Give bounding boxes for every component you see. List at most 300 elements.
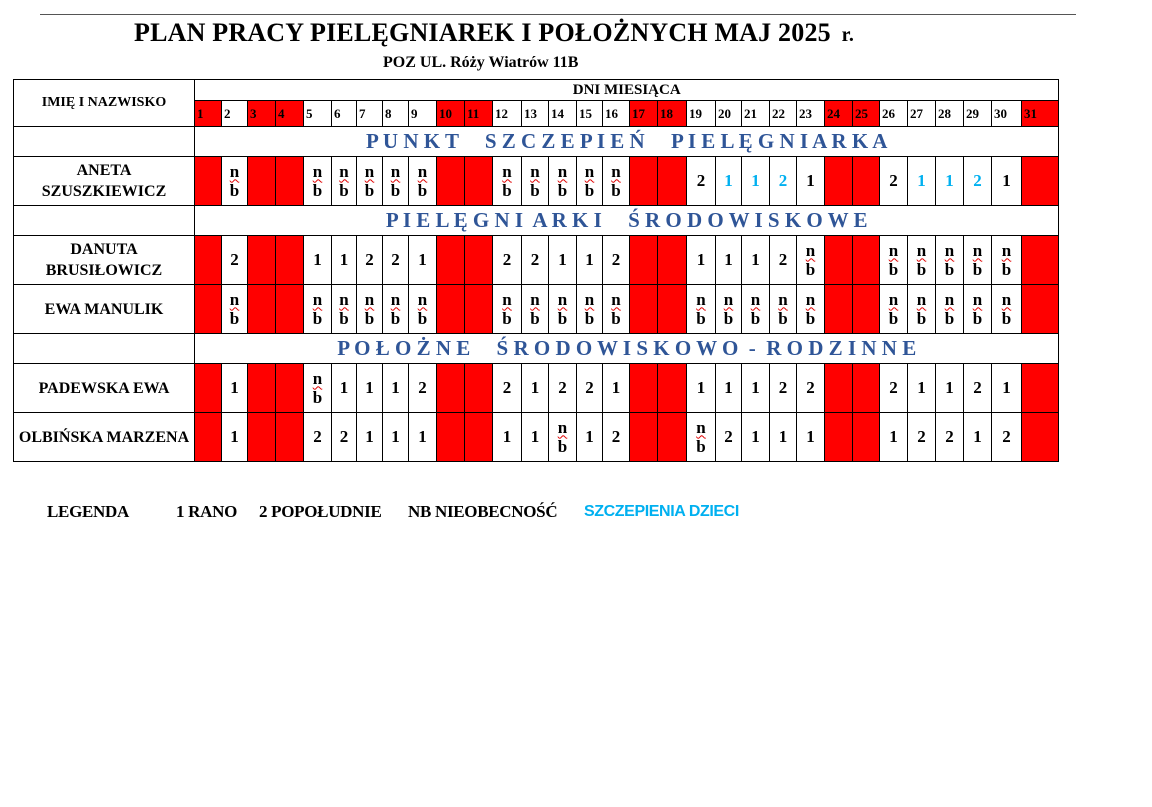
shift-cell (603, 285, 630, 334)
legend-item-afternoon: 2 POPOŁUDNIE (259, 502, 382, 521)
absence-letter-n: n (557, 417, 568, 437)
shift-cell: 1 (357, 413, 383, 462)
shift-cell (276, 364, 304, 413)
absence-letter-n: n (750, 289, 761, 309)
absence-letter-b: b (364, 308, 375, 328)
shift-cell: 2 (770, 157, 797, 206)
shift-cell: 1 (383, 413, 409, 462)
shift-cell (276, 285, 304, 334)
day-number-cell: 27 (908, 101, 936, 127)
shift-cell (195, 157, 222, 206)
absence-mark (558, 290, 567, 328)
absence-letter-n: n (584, 161, 595, 181)
absence-mark (313, 290, 322, 328)
absence-mark (230, 162, 239, 200)
shift-cell: 1 (908, 364, 936, 413)
top-rule (40, 14, 1076, 15)
shift-cell (825, 236, 853, 285)
absence-letter-n: n (502, 161, 512, 181)
absence-mark (585, 290, 594, 328)
absence-letter-n: n (696, 289, 706, 309)
absence-letter-n: n (805, 240, 816, 260)
shift-cell (880, 285, 908, 334)
name-column-header: IMIĘ I NAZWISKO (14, 80, 195, 127)
shift-cell: 1 (936, 364, 964, 413)
day-number-cell: 11 (465, 101, 493, 127)
shift-cell (1022, 285, 1059, 334)
absence-letter-n: n (611, 289, 621, 309)
absence-mark (365, 162, 374, 200)
absence-mark (973, 241, 982, 279)
shift-cell (1022, 236, 1059, 285)
shift-cell (853, 364, 880, 413)
shift-cell (357, 285, 383, 334)
shift-cell (716, 285, 742, 334)
title-suffix: r. (841, 24, 855, 46)
shift-cell: 2 (770, 364, 797, 413)
shift-cell (936, 285, 964, 334)
absence-mark (889, 290, 898, 328)
page-subtitle: POZ UL. Róży Wiatrów 11B (383, 54, 579, 71)
legend-item-vaccination: SZCZEPIENIA DZIECI (584, 503, 739, 520)
legend-item-morning: 1 RANO (176, 502, 238, 521)
absence-letter-b: b (888, 308, 899, 328)
schedule-table (13, 79, 1059, 462)
shift-cell: 1 (742, 413, 770, 462)
shift-cell: 2 (880, 364, 908, 413)
person-name: DANUTA BRUSIŁOWICZ (14, 236, 195, 285)
shift-cell: 2 (357, 236, 383, 285)
absence-letter-b: b (557, 180, 568, 200)
day-number-cell: 7 (357, 101, 383, 127)
shift-cell (825, 413, 853, 462)
absence-letter-b: b (417, 180, 428, 200)
shift-cell: 2 (493, 236, 522, 285)
absence-letter-n: n (364, 289, 375, 309)
day-number-cell: 4 (276, 101, 304, 127)
shift-cell (825, 364, 853, 413)
absence-letter-n: n (888, 289, 899, 309)
section-title: P O Ł O Ż N E Ś R O D O W I S K O W O - R O D Z I N N E (195, 334, 1059, 364)
person-name: PADEWSKA EWA (14, 364, 195, 413)
absence-mark (502, 290, 511, 328)
shift-cell: 2 (577, 364, 603, 413)
absence-letter-b: b (944, 308, 955, 328)
absence-letter-b: b (530, 308, 540, 328)
absence-mark (502, 162, 511, 200)
shift-cell (195, 285, 222, 334)
shift-cell: 2 (770, 236, 797, 285)
absence-letter-n: n (696, 417, 706, 437)
shift-cell: 1 (409, 236, 437, 285)
shift-cell (992, 285, 1022, 334)
shift-cell (437, 285, 465, 334)
absence-mark (391, 162, 400, 200)
person-name: EWA MANULIK (14, 285, 195, 334)
shift-cell: 1 (522, 413, 549, 462)
page-title (134, 18, 854, 48)
absence-letter-n: n (1001, 289, 1012, 309)
shift-cell (383, 157, 409, 206)
shift-cell: 2 (409, 364, 437, 413)
absence-mark (585, 162, 594, 200)
absence-letter-b: b (696, 308, 706, 328)
shift-cell: 2 (332, 413, 357, 462)
shift-cell: 1 (742, 236, 770, 285)
day-number-cell: 14 (549, 101, 577, 127)
absence-letter-b: b (417, 308, 428, 328)
absence-mark (611, 162, 620, 200)
shift-cell (630, 236, 658, 285)
shift-cell: 2 (304, 413, 332, 462)
shift-cell (276, 157, 304, 206)
day-number-cell: 22 (770, 101, 797, 127)
shift-cell (549, 413, 577, 462)
shift-cell (825, 157, 853, 206)
absence-mark (806, 241, 815, 279)
shift-cell (437, 413, 465, 462)
shift-cell (276, 236, 304, 285)
day-number-cell: 2 (222, 101, 248, 127)
absence-mark (558, 162, 567, 200)
shift-cell (437, 364, 465, 413)
shift-cell (465, 285, 493, 334)
shift-cell (332, 157, 357, 206)
absence-letter-b: b (339, 180, 349, 200)
absence-letter-n: n (557, 289, 568, 309)
section-name-cell (14, 127, 195, 157)
absence-letter-n: n (916, 289, 927, 309)
day-number-cell: 30 (992, 101, 1022, 127)
shift-cell: 1 (577, 236, 603, 285)
shift-cell (222, 157, 248, 206)
day-number-cell: 17 (630, 101, 658, 127)
shift-cell: 1 (797, 413, 825, 462)
day-number-cell: 3 (248, 101, 276, 127)
shift-cell (630, 413, 658, 462)
absence-mark (945, 241, 954, 279)
shift-cell: 1 (964, 413, 992, 462)
shift-cell: 1 (742, 157, 770, 206)
shift-cell: 1 (687, 364, 716, 413)
absence-letter-n: n (611, 161, 621, 181)
shift-cell (577, 157, 603, 206)
section-row (14, 206, 1059, 236)
absence-letter-b: b (888, 259, 899, 279)
shift-cell (1022, 157, 1059, 206)
shift-cell (853, 285, 880, 334)
day-number-cell: 21 (742, 101, 770, 127)
person-row (14, 157, 1059, 206)
absence-letter-n: n (312, 161, 323, 181)
absence-mark (1002, 290, 1011, 328)
shift-cell: 1 (716, 236, 742, 285)
day-number-cell: 10 (437, 101, 465, 127)
shift-cell (936, 236, 964, 285)
absence-letter-n: n (417, 289, 428, 309)
shift-cell: 2 (549, 364, 577, 413)
absence-letter-b: b (502, 180, 512, 200)
shift-cell (437, 157, 465, 206)
header-row (14, 80, 1059, 101)
absence-letter-n: n (530, 289, 540, 309)
absence-mark (339, 162, 348, 200)
absence-letter-n: n (502, 289, 512, 309)
shift-cell (630, 364, 658, 413)
absence-letter-n: n (390, 289, 401, 309)
absence-letter-b: b (611, 180, 621, 200)
shift-cell: 1 (716, 364, 742, 413)
absence-letter-n: n (312, 368, 323, 388)
absence-letter-b: b (390, 180, 401, 200)
shift-cell (437, 236, 465, 285)
absence-letter-n: n (229, 161, 240, 181)
person-name: ANETA SZUSZKIEWICZ (14, 157, 195, 206)
shift-cell: 1 (357, 364, 383, 413)
shift-cell (493, 285, 522, 334)
day-number-cell: 9 (409, 101, 437, 127)
absence-letter-n: n (339, 161, 349, 181)
person-row (14, 364, 1059, 413)
absence-letter-b: b (1001, 259, 1012, 279)
absence-letter-b: b (339, 308, 349, 328)
shift-cell (964, 236, 992, 285)
shift-cell: 1 (332, 236, 357, 285)
shift-cell (248, 413, 276, 462)
shift-cell (522, 157, 549, 206)
absence-letter-b: b (530, 180, 540, 200)
shift-cell: 1 (304, 236, 332, 285)
absence-mark (973, 290, 982, 328)
day-number-cell: 8 (383, 101, 409, 127)
absence-mark (696, 290, 705, 328)
person-row (14, 413, 1059, 462)
shift-cell (687, 285, 716, 334)
shift-cell: 2 (992, 413, 1022, 462)
shift-cell (825, 285, 853, 334)
absence-mark (917, 241, 926, 279)
shift-cell: 1 (577, 413, 603, 462)
absence-letter-b: b (1001, 308, 1012, 328)
shift-cell: 2 (687, 157, 716, 206)
day-number-cell: 20 (716, 101, 742, 127)
absence-letter-b: b (723, 308, 734, 328)
shift-cell (332, 285, 357, 334)
absence-letter-b: b (778, 308, 788, 328)
absence-letter-b: b (972, 308, 983, 328)
shift-cell (409, 285, 437, 334)
absence-mark (806, 290, 815, 328)
shift-cell (964, 285, 992, 334)
legend-label: LEGENDA (47, 502, 129, 521)
shift-cell (465, 236, 493, 285)
absence-letter-b: b (696, 436, 706, 456)
absence-mark (313, 369, 322, 407)
shift-cell: 2 (964, 364, 992, 413)
shift-cell: 1 (992, 157, 1022, 206)
shift-cell: 2 (797, 364, 825, 413)
day-number-cell: 15 (577, 101, 603, 127)
shift-cell: 1 (383, 364, 409, 413)
shift-cell (742, 285, 770, 334)
absence-mark (339, 290, 348, 328)
shift-cell: 2 (383, 236, 409, 285)
day-number-cell: 18 (658, 101, 687, 127)
shift-cell (658, 285, 687, 334)
shift-cell (465, 413, 493, 462)
shift-cell (465, 157, 493, 206)
shift-cell: 2 (603, 413, 630, 462)
section-name-cell (14, 206, 195, 236)
absence-letter-b: b (364, 180, 375, 200)
absence-mark (751, 290, 760, 328)
day-number-cell: 26 (880, 101, 908, 127)
absence-letter-b: b (312, 180, 323, 200)
shift-cell (195, 413, 222, 462)
day-number-cell: 1 (195, 101, 222, 127)
shift-cell: 1 (908, 157, 936, 206)
absence-letter-n: n (778, 289, 788, 309)
absence-letter-n: n (944, 289, 955, 309)
shift-cell (1022, 364, 1059, 413)
section-name-cell (14, 334, 195, 364)
shift-cell: 2 (222, 236, 248, 285)
absence-letter-n: n (1001, 240, 1012, 260)
shift-cell: 1 (880, 413, 908, 462)
day-number-cell: 24 (825, 101, 853, 127)
shift-cell (630, 285, 658, 334)
shift-cell (908, 236, 936, 285)
shift-cell (248, 364, 276, 413)
absence-mark (778, 290, 787, 328)
absence-letter-b: b (557, 436, 568, 456)
shift-cell: 1 (603, 364, 630, 413)
absence-mark (917, 290, 926, 328)
absence-letter-b: b (805, 308, 816, 328)
shift-cell (630, 157, 658, 206)
absence-letter-b: b (584, 180, 595, 200)
shift-cell (304, 285, 332, 334)
shift-cell: 1 (409, 413, 437, 462)
shift-cell: 1 (770, 413, 797, 462)
absence-letter-n: n (229, 289, 240, 309)
shift-cell: 1 (992, 364, 1022, 413)
title-text: PLAN PRACY PIELĘGNIAREK I POŁOŻNYCH MAJ 2025 (134, 18, 831, 47)
absence-letter-b: b (390, 308, 401, 328)
day-number-cell: 29 (964, 101, 992, 127)
shift-cell (195, 236, 222, 285)
absence-mark (418, 290, 427, 328)
absence-letter-n: n (723, 289, 734, 309)
absence-mark (1002, 241, 1011, 279)
absence-mark (365, 290, 374, 328)
shift-cell (658, 413, 687, 462)
day-number-cell: 16 (603, 101, 630, 127)
shift-cell (658, 364, 687, 413)
shift-cell (304, 157, 332, 206)
shift-cell (577, 285, 603, 334)
shift-cell: 1 (222, 364, 248, 413)
shift-cell: 1 (493, 413, 522, 462)
day-number-cell: 5 (304, 101, 332, 127)
shift-cell (248, 285, 276, 334)
day-number-cell: 25 (853, 101, 880, 127)
absence-letter-b: b (584, 308, 595, 328)
shift-cell: 2 (493, 364, 522, 413)
shift-cell: 2 (603, 236, 630, 285)
days-header: DNI MIESIĄCA (195, 80, 1059, 101)
shift-cell (797, 236, 825, 285)
absence-letter-b: b (557, 308, 568, 328)
section-title: P I E L Ę G N I A R K I Ś R O D O W I S K O W E (195, 206, 1059, 236)
shift-cell (549, 157, 577, 206)
shift-cell (357, 157, 383, 206)
shift-cell: 2 (908, 413, 936, 462)
shift-cell (465, 364, 493, 413)
absence-mark (889, 241, 898, 279)
shift-cell (304, 364, 332, 413)
absence-letter-n: n (972, 289, 983, 309)
day-number-cell: 19 (687, 101, 716, 127)
shift-cell: 1 (742, 364, 770, 413)
person-row (14, 236, 1059, 285)
shift-cell (880, 236, 908, 285)
shift-cell: 1 (936, 157, 964, 206)
absence-letter-n: n (944, 240, 955, 260)
absence-mark (391, 290, 400, 328)
day-number-cell: 28 (936, 101, 964, 127)
absence-mark (418, 162, 427, 200)
absence-mark (696, 418, 705, 456)
shift-cell (658, 236, 687, 285)
shift-cell (770, 285, 797, 334)
shift-cell (248, 236, 276, 285)
shift-cell (195, 364, 222, 413)
shift-cell: 1 (222, 413, 248, 462)
absence-mark (530, 290, 539, 328)
absence-letter-b: b (229, 180, 240, 200)
absence-letter-n: n (364, 161, 375, 181)
absence-letter-b: b (502, 308, 512, 328)
section-row (14, 127, 1059, 157)
absence-letter-b: b (916, 308, 927, 328)
absence-mark (313, 162, 322, 200)
shift-cell (853, 236, 880, 285)
absence-mark (558, 418, 567, 456)
absence-letter-n: n (584, 289, 595, 309)
absence-mark (724, 290, 733, 328)
shift-cell (493, 157, 522, 206)
section-title: P U N K T S Z C Z E P I E Ń P I E L Ę G N I A R K A (195, 127, 1059, 157)
shift-cell (276, 413, 304, 462)
shift-cell: 2 (880, 157, 908, 206)
absence-mark (611, 290, 620, 328)
shift-cell: 1 (549, 236, 577, 285)
absence-letter-n: n (805, 289, 816, 309)
absence-letter-b: b (972, 259, 983, 279)
absence-letter-b: b (750, 308, 761, 328)
absence-mark (530, 162, 539, 200)
legend-item-absence: NB NIEOBECNOŚĆ (408, 502, 558, 521)
absence-mark (945, 290, 954, 328)
shift-cell (383, 285, 409, 334)
absence-letter-n: n (916, 240, 927, 260)
shift-cell (992, 236, 1022, 285)
absence-letter-b: b (312, 387, 323, 407)
absence-letter-n: n (417, 161, 428, 181)
absence-letter-n: n (312, 289, 323, 309)
shift-cell: 2 (522, 236, 549, 285)
